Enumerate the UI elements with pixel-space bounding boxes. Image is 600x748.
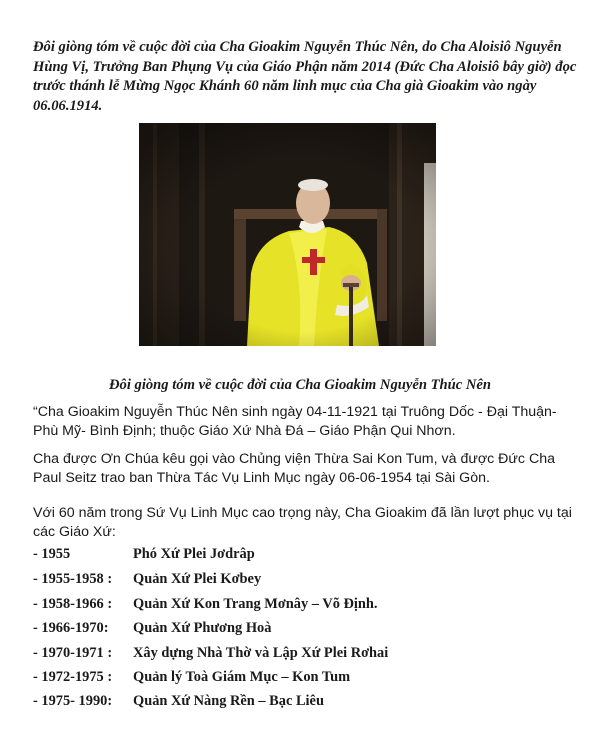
timeline-years: - 1975- 1990: [33,693,113,709]
paragraph-ordination: Cha được Ơn Chúa kêu gọi vào Chủng viện Thừa Sai Kon Tum, và được Đức Cha Paul Seitz trao ban Thừa Tác Vụ Linh Mục ngày 06-06-1954 tại Sài Gòn. [33,451,555,486]
timeline-row [33,669,578,691]
timeline-role: Xây dựng Nhà Thờ và Lập Xứ Plei Rơhai [133,645,389,661]
paragraph-birth: “Cha Gioakim Nguyễn Thúc Nên sinh ngày 04-11-1921 tại Truông Dốc - Đại Thuận- Phù Mỹ- Bình Định; thuộc Giáo Xứ Nhà Đá – Giáo Phận Qui Nhơn. [33,404,557,439]
timeline-row [33,546,578,568]
timeline-years: - 1955 [33,546,71,562]
timeline-years: - 1972-1975 : [33,669,113,685]
priest-photo [139,123,436,346]
intro-caption: Đôi giòng tóm về cuộc đời của Cha Gioakim Nguyễn Thúc Nên, do Cha Aloisiô Nguyễn Hùng Vị, Trưởng Ban Phụng Vụ của Giáo Phận năm 2014 (Đức Cha Aloisiô bây giờ) đọc trước thánh lễ Mừng Ngọc Khánh 60 năm linh mục của Cha già Gioakim vào ngày 06.06.1914. [33,39,577,114]
timeline-years: - 1955-1958 : [33,571,113,587]
timeline-role: Quản Xứ Kon Trang Mơnây – Võ Định. [133,596,378,612]
timeline-row [33,571,578,593]
timeline-role: Quản Xứ Phương Hoà [133,620,272,636]
section-heading: Đôi giòng tóm về cuộc đời của Cha Gioakim Nguyễn Thúc Nên [108,377,491,393]
timeline-row [33,596,578,618]
timeline-role: Quản Xứ Plei Kơbey [133,571,262,587]
timeline-role: Quản Xứ Nàng Rền – Bạc Liêu [133,693,324,709]
timeline-years: - 1970-1971 : [33,645,113,661]
timeline-row [33,645,578,667]
priest-photo-illustration [139,123,436,346]
timeline-years: - 1966-1970: [33,620,109,636]
paragraph-service-intro: Với 60 năm trong Sứ Vụ Linh Mục cao trọng này, Cha Gioakim đã lần lượt phục vụ tại các Giáo Xứ: [33,505,572,540]
timeline-role: Phó Xứ Plei Jơdrâp [133,546,255,562]
timeline-row [33,693,578,715]
timeline-years: - 1958-1966 : [33,596,113,612]
timeline-row [33,620,578,642]
timeline-role: Quản lý Toà Giám Mục – Kon Tum [133,669,351,685]
